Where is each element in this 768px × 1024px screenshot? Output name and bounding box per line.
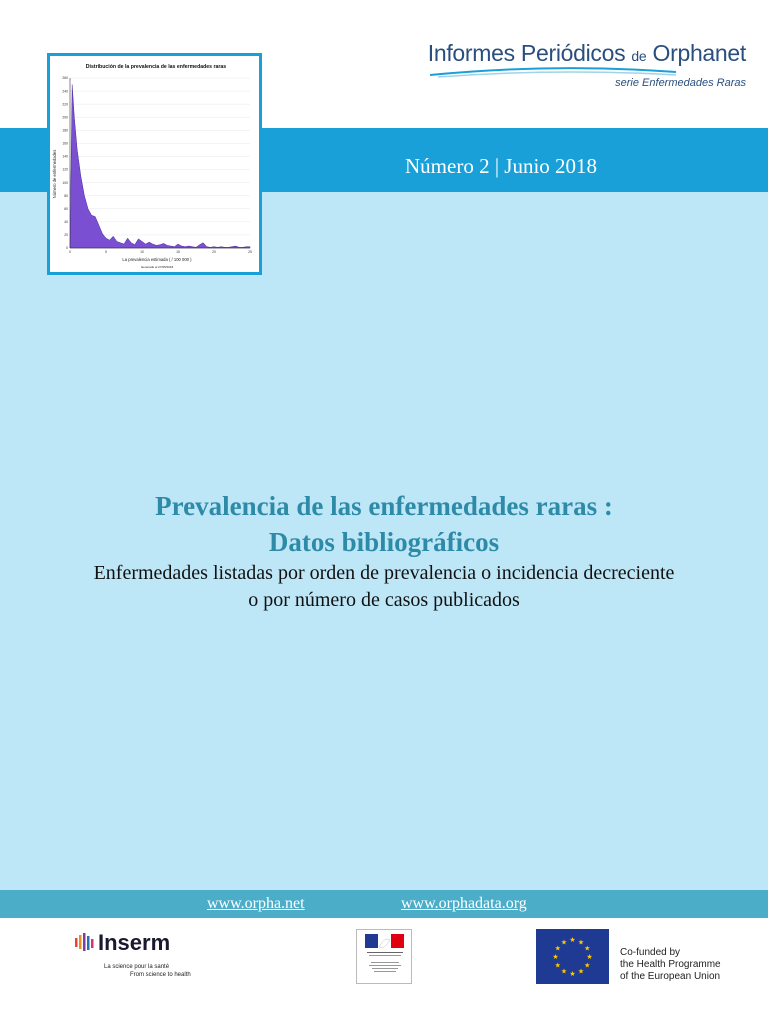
chart-area-series [70, 85, 250, 248]
chart-x-tick-label: 25 [248, 250, 252, 254]
brand-title-main: Informes Periódicos [427, 40, 626, 66]
issue-number-date: Número 2 | Junio 2018 [405, 154, 598, 178]
chart-y-tick-label: 180 [62, 128, 68, 133]
footer-link-bar [0, 890, 768, 918]
chart-y-tick-label: 20 [64, 233, 68, 238]
eu-star-icon: ★ [560, 967, 568, 976]
eu-text-line2: the Health Programme [620, 959, 721, 970]
orphadata-link[interactable]: www.orphadata.org [401, 895, 527, 912]
chart-y-tick-label: 80 [64, 193, 68, 198]
marianne-icon [357, 930, 413, 985]
chart-y-tick-label: 200 [62, 115, 68, 120]
chart-y-tick-label: 0 [66, 246, 68, 251]
brand-title-org: Orphanet [652, 40, 746, 66]
chart-y-tick-label: 120 [62, 167, 68, 172]
orpha-link[interactable]: www.orpha.net [207, 895, 305, 912]
chart-y-tick-label: 60 [64, 206, 68, 211]
eu-cofunding-text [620, 947, 721, 983]
document-subtitle-line1: Enfermedades listadas por orden de prevalencia o incidencia decreciente [93, 562, 675, 584]
document-title-block [0, 488, 768, 614]
chart-note: Generado el 27/05/2018 [140, 265, 174, 269]
chart-x-tick-label: 10 [140, 250, 144, 254]
chart-y-tick-label: 140 [62, 154, 68, 159]
eu-flag-icon [536, 929, 609, 984]
eu-star-icon: ★ [552, 953, 559, 961]
republique-francaise-logo [356, 929, 412, 984]
eu-star-icon: ★ [554, 961, 561, 970]
chart-x-tick-label: 5 [105, 250, 107, 254]
chart-y-label: Número de enfermedades [52, 149, 57, 199]
chart-svg [50, 56, 259, 272]
eu-star-icon: ★ [554, 944, 561, 953]
chart-title: Distribución de la prevalencia de las enfermedades raras [85, 64, 227, 70]
brand-series: serie Enfermedades Raras [615, 77, 746, 89]
inserm-name: Inserm [98, 930, 171, 955]
eu-star-icon: ★ [577, 938, 585, 947]
brand-title-de: de [631, 48, 647, 64]
chart-y-tick-label: 220 [62, 102, 68, 107]
brand-title [428, 40, 746, 67]
chart-y-tick-label: 260 [62, 76, 68, 81]
document-title-line2: Datos bibliográficos [268, 527, 500, 557]
eu-star-icon: ★ [584, 961, 591, 970]
chart-y-tick-label: 40 [64, 220, 68, 225]
chart-x-tick-label: 0 [69, 250, 71, 254]
document-title-line1: Prevalencia de las enfermedades raras : [155, 491, 613, 521]
inserm-mark-icon [74, 932, 96, 956]
chart-y-tick-label: 100 [62, 180, 68, 185]
eu-star-icon: ★ [577, 967, 585, 976]
orphanet-brand-logo [428, 40, 746, 89]
eu-star-icon: ★ [560, 938, 568, 947]
inserm-tagline-fr: La science pour la santé [104, 964, 170, 970]
chart-y-tick-label: 160 [62, 141, 68, 146]
cover-chart [47, 53, 262, 275]
eu-star-icon: ★ [586, 953, 593, 961]
chart-x-tick-label: 15 [176, 250, 180, 254]
document-subtitle-line2: o por número de casos publicados [248, 589, 520, 611]
eu-star-icon: ★ [569, 970, 576, 978]
eu-star-icon: ★ [584, 944, 591, 953]
eu-star-icon: ★ [569, 936, 576, 944]
inserm-tagline-en: From science to health [130, 972, 191, 978]
eu-text-line1: Co-funded by [620, 947, 681, 958]
chart-y-tick-label: 240 [62, 89, 68, 94]
chart-x-label: La prevalencia estimada ( / 100 000 ) [122, 257, 192, 262]
eu-text-line3: of the European Union [620, 971, 721, 982]
chart-x-tick-label: 20 [212, 250, 216, 254]
